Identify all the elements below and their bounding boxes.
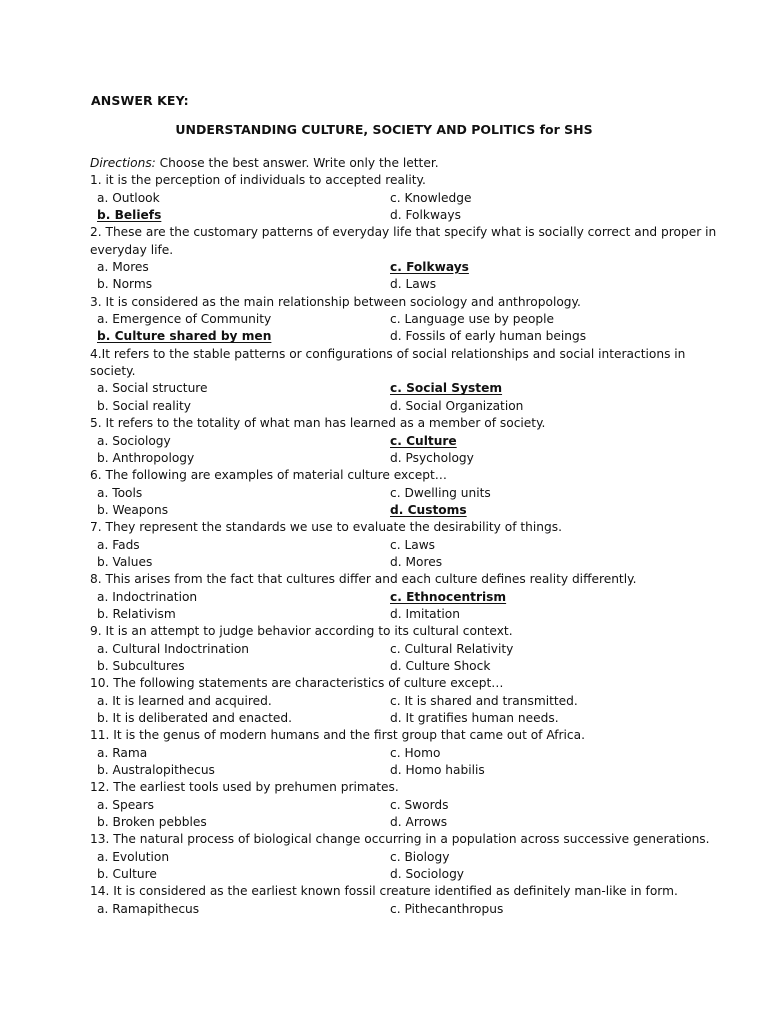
question-text: 14. It is considered as the earliest known fossil creature identified as definitely man-like in form.	[90, 884, 678, 899]
question-item	[90, 883, 690, 918]
choice-option: d. Homo habilis	[390, 763, 485, 778]
choice-option: b. Culture	[97, 867, 157, 882]
question-text: 1. it is the perception of individuals to accepted reality.	[90, 173, 426, 188]
choice-option: a. Tools	[97, 485, 143, 500]
options-row	[90, 207, 690, 224]
answer-key-heading: ANSWER KEY:	[91, 93, 189, 108]
options-row	[90, 259, 690, 276]
choice-option: a. Fads	[97, 537, 140, 552]
choice-option: d. Laws	[390, 277, 437, 292]
options-row	[90, 450, 690, 467]
choice-option: b. Social reality	[97, 398, 191, 413]
options-row	[90, 901, 690, 918]
question-item	[90, 224, 717, 293]
choice-option: c. Laws	[390, 537, 436, 552]
question-item	[90, 571, 690, 623]
question-text: 7. They represent the standards we use to evaluate the desirability of things.	[90, 520, 562, 535]
options-row	[90, 745, 690, 762]
question-item	[90, 415, 690, 467]
choice-option: d. Folkways	[390, 208, 461, 223]
question-text: 5. It refers to the totality of what man has learned as a member of society.	[90, 416, 546, 431]
choice-option: a. Ramapithecus	[97, 901, 200, 916]
question-text: 13. The natural process of biological change occurring in a population across successive generations.	[90, 832, 710, 847]
directions	[90, 155, 690, 172]
options-row	[90, 797, 690, 814]
question-text: 9. It is an attempt to judge behavior according to its cultural context.	[90, 624, 513, 639]
question-text: 4.It refers to the stable patterns or configurations of social relationships and social interactions in	[90, 346, 686, 361]
options-row	[90, 554, 690, 571]
choice-option: a. Outlook	[97, 190, 160, 205]
question-text: 10. The following statements are characteristics of culture except…	[90, 676, 504, 691]
choice-option: d. Psychology	[390, 450, 474, 465]
choice-option: b. Australopithecus	[97, 763, 215, 778]
question-text: 11. It is the genus of modern humans and the first group that came out of Africa.	[90, 728, 585, 743]
answer-option: c. Ethnocentrism	[390, 589, 507, 604]
choice-option: a. Cultural Indoctrination	[97, 641, 250, 656]
options-row	[90, 606, 690, 623]
question-item	[90, 727, 690, 779]
question-item	[90, 623, 690, 675]
choice-option: c. Swords	[390, 797, 449, 812]
options-row	[90, 658, 690, 675]
choice-option: d. Sociology	[390, 867, 465, 882]
answer-option: d. Customs	[390, 502, 467, 517]
choice-option: b. Relativism	[97, 606, 176, 621]
answer-option: c. Culture	[390, 433, 457, 448]
answer-option: b. Culture shared by men	[97, 329, 272, 344]
options-row	[90, 814, 690, 831]
choice-option: a. Indoctrination	[97, 589, 198, 604]
choice-option: c. Biology	[390, 849, 450, 864]
choice-option: b. Broken pebbles	[97, 815, 207, 830]
question-item	[90, 346, 690, 415]
choice-option: a. Rama	[97, 745, 148, 760]
options-row	[90, 328, 690, 345]
question-item	[90, 779, 690, 831]
options-row	[90, 276, 690, 293]
options-row	[90, 502, 690, 519]
question-item	[90, 519, 690, 571]
question-list	[90, 172, 717, 918]
choice-option: c. Dwelling units	[390, 485, 491, 500]
answer-option: c. Social System	[390, 381, 503, 396]
choice-option: d. Fossils of early human beings	[390, 329, 587, 344]
question-text: everyday life.	[90, 242, 174, 257]
choice-option: a. It is learned and acquired.	[97, 693, 272, 708]
choice-option: b. It is deliberated and enacted.	[97, 711, 293, 725]
question-text: 2. These are the customary patterns of everyday life that specify what is socially correct and proper in	[90, 225, 717, 240]
question-item	[90, 294, 690, 346]
question-item	[90, 467, 690, 519]
choice-option: c. Cultural Relativity	[390, 641, 514, 656]
options-row	[90, 311, 690, 328]
question-text: 8. This arises from the fact that cultures differ and each culture defines reality differently.	[90, 572, 637, 587]
choice-option: d. It gratifies human needs.	[390, 711, 559, 725]
choice-option: b. Weapons	[97, 502, 169, 517]
choice-option: b. Subcultures	[97, 658, 185, 673]
quiz-content	[90, 155, 717, 918]
choice-option: a. Emergence of Community	[97, 312, 272, 327]
choice-option: c. Knowledge	[390, 190, 472, 205]
question-item	[90, 831, 710, 883]
options-row	[90, 849, 690, 866]
options-row	[90, 710, 690, 727]
options-row	[90, 537, 690, 554]
question-text: 12. The earliest tools used by prehumen primates.	[90, 780, 399, 795]
choice-option: b. Norms	[97, 277, 153, 292]
choice-option: c. It is shared and transmitted.	[390, 693, 578, 708]
options-row	[90, 190, 690, 207]
options-row	[90, 485, 690, 502]
options-row	[90, 589, 690, 606]
question-item	[90, 675, 690, 727]
options-row	[90, 866, 690, 883]
choice-option: a. Evolution	[97, 849, 170, 864]
choice-option: c. Pithecanthropus	[390, 901, 504, 916]
question-text: 3. It is considered as the main relationship between sociology and anthropology.	[90, 294, 581, 309]
choice-option: c. Language use by people	[390, 312, 555, 327]
question-item	[90, 172, 690, 224]
choice-option: d. Culture Shock	[390, 658, 491, 673]
choice-option: a. Spears	[97, 797, 155, 812]
choice-option: d. Social Organization	[390, 398, 524, 413]
choice-option: a. Sociology	[97, 433, 171, 448]
question-text: 6. The following are examples of material culture except…	[90, 468, 447, 483]
options-row	[90, 380, 690, 397]
options-row	[90, 398, 690, 415]
options-row	[90, 433, 690, 450]
choice-option: b. Anthropology	[97, 450, 195, 465]
directions-label: Directions:	[90, 156, 156, 170]
options-row	[90, 762, 690, 779]
options-row	[90, 693, 690, 710]
choice-option: a. Social structure	[97, 381, 208, 396]
answer-option: c. Folkways	[390, 260, 469, 275]
choice-option: d. Mores	[390, 554, 443, 569]
directions-text: Choose the best answer. Write only the letter.	[155, 156, 439, 170]
choice-option: b. Values	[97, 554, 153, 569]
options-row	[90, 641, 690, 658]
document-title: UNDERSTANDING CULTURE, SOCIETY AND POLITICS for SHS	[175, 122, 593, 137]
choice-option: a. Mores	[97, 260, 149, 275]
choice-option: d. Imitation	[390, 606, 460, 621]
choice-option: d. Arrows	[390, 815, 448, 830]
question-text: society.	[90, 364, 136, 379]
choice-option: c. Homo	[390, 745, 441, 760]
answer-option: b. Beliefs	[97, 208, 162, 223]
